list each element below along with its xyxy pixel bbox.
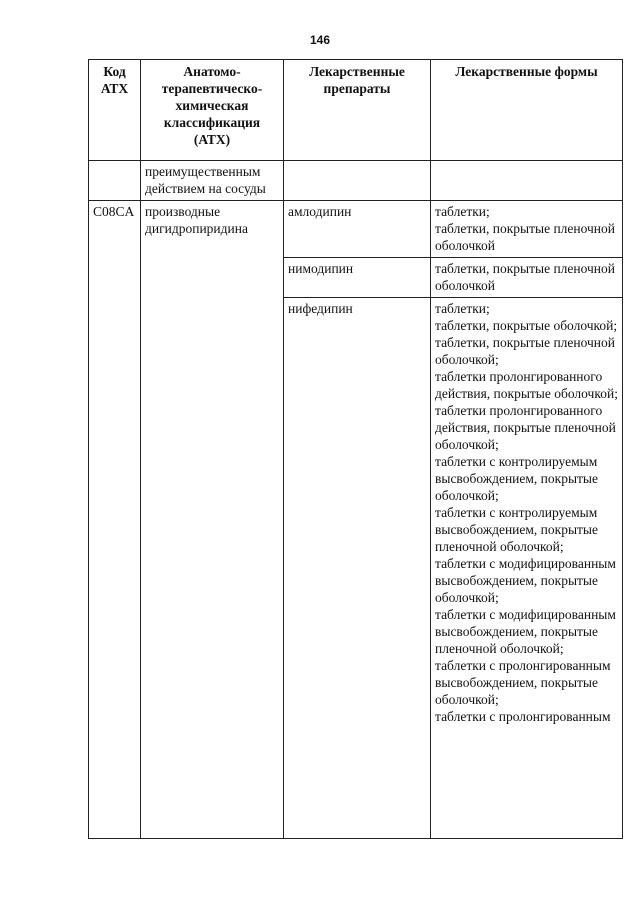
cell-forms-empty: [431, 161, 623, 201]
form-item: таблетки с модифицированным высвобождением, покрытые оболочкой;: [435, 556, 616, 605]
form-item: таблетки с модифицированным высвобождением, покрытые пленочной оболочкой;: [435, 607, 616, 656]
header-classification: Анатомо-терапевтическо-химическая классификация (АТХ): [141, 60, 284, 161]
header-drugs: Лекарственные препараты: [284, 60, 431, 161]
form-item: таблетки;: [435, 204, 490, 219]
form-item: таблетки с контролируемым высвобождением, покрытые пленочной оболочкой;: [435, 505, 598, 554]
form-item: таблетки пролонгированного действия, покрытые оболочкой;: [435, 369, 618, 401]
drug-forms: [431, 201, 623, 258]
cell-drug-empty: [284, 161, 431, 201]
table-row: [89, 201, 623, 258]
group-name: производные дигидропиридина: [141, 201, 284, 839]
form-item: таблетки с контролируемым высвобождением, покрытые оболочкой;: [435, 454, 598, 503]
form-item: таблетки, покрытые пленочной оболочкой;: [435, 335, 616, 367]
drug-name: нифедипин: [284, 298, 431, 839]
form-item: таблетки с пролонгированным: [435, 709, 611, 724]
header-row: [89, 60, 623, 161]
form-item: таблетки пролонгированного действия, покрытые пленочной оболочкой;: [435, 403, 616, 452]
drug-name: амлодипин: [284, 201, 431, 258]
drug-name: нимодипин: [284, 258, 431, 298]
form-item: таблетки, покрытые оболочкой;: [435, 318, 618, 333]
form-item: таблетки с пролонгированным высвобождением, покрытые оболочкой;: [435, 658, 611, 707]
cell-code-empty: [89, 161, 141, 201]
continuation-text: преимущественным действием на сосуды: [141, 161, 284, 201]
page-number: 146: [309, 33, 331, 47]
form-item: таблетки;: [435, 301, 490, 316]
group-code: C08CA: [89, 201, 141, 839]
drug-forms: [431, 298, 623, 839]
form-item: таблетки, покрытые пленочной оболочкой: [435, 261, 616, 293]
header-code: Код АТХ: [89, 60, 141, 161]
drug-forms: [431, 258, 623, 298]
atx-table: [88, 59, 623, 839]
header-forms: Лекарственные формы: [431, 60, 623, 161]
table-row: [89, 161, 623, 201]
form-item: таблетки, покрытые пленочной оболочкой: [435, 221, 616, 253]
